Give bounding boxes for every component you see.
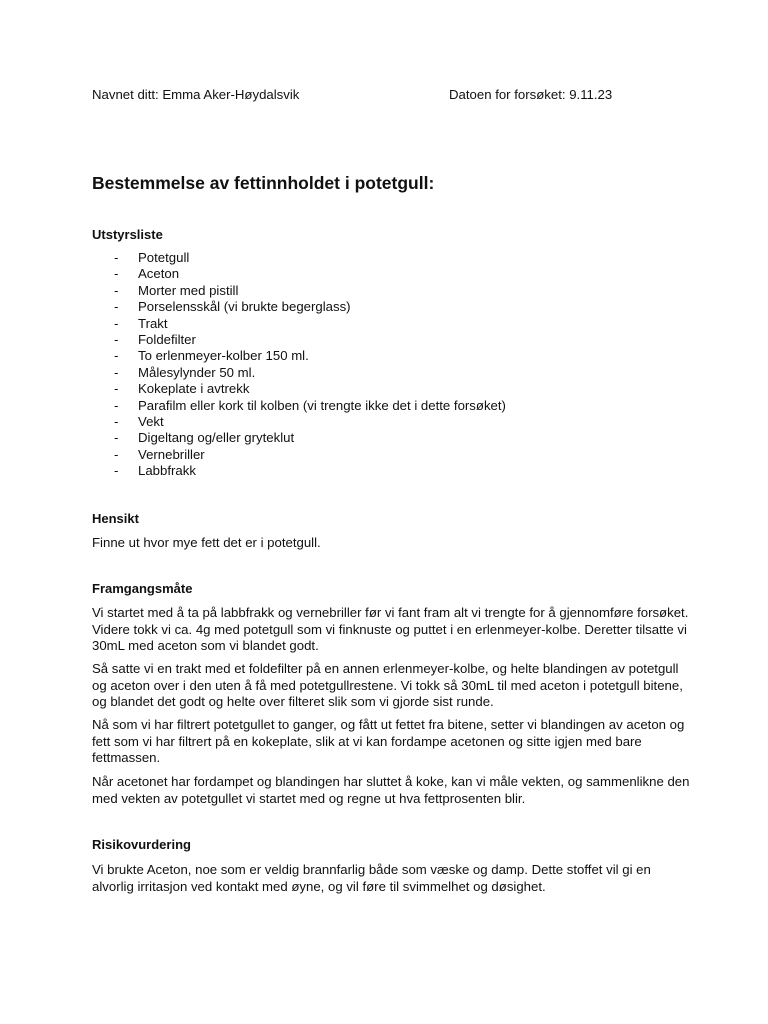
list-item-label: Morter med pistill [138,282,239,298]
page-title: Bestemmelse av fettinnholdet i potetgull: [92,173,435,193]
list-bullet: - [114,299,119,315]
risk-heading: Risikovurdering [92,837,191,852]
list-item-label: Trakt [138,315,168,331]
risk-text: Vi brukte Aceton, noe som er veldig brannfarlig både som væske og damp. Dette stoffet vil gi en alvorlig irritasjon ved kontakt med øyne, og vil føre til svimmelhet og døsighet. [92,862,651,894]
list-bullet: - [114,413,119,429]
procedure-paragraph: Så satte vi en trakt med et foldefilter på en annen erlenmeyer-kolbe, og helte blandingen av potetgull og aceton over i den uten å få med potetgullrestene. Vi tokk så 30mL til med aceton i potetgull bitene, og blandet det godt og helte over filteret slik som vi gjorde sist runde. [92,661,683,710]
list-item-label: Labbfrakk [138,463,196,479]
list-bullet: - [114,463,119,479]
list-bullet: - [114,250,119,265]
list-item [92,266,506,282]
list-item [92,365,506,381]
list-item-label: Porselensskål (vi brukte begerglass) [138,299,351,315]
list-item [92,430,506,446]
list-item [92,447,506,463]
list-bullet: - [114,446,119,462]
procedure-paragraph: Nå som vi har filtrert potetgullet to ganger, og fått ut fettet fra bitene, setter vi blandingen av aceton og fett som vi har filtrert på en kokeplate, slik at vi kan fordampe acetonen og sitte igjen med bare fettmassen. [92,717,685,766]
list-item [92,348,506,364]
list-item-label: Målesylynder 50 ml. [138,364,256,380]
list-item-label: Digeltang og/eller gryteklut [138,430,295,446]
list-item-label: Kokeplate i avtrekk [138,381,250,397]
list-item [92,299,506,315]
list-item-label: Potetgull [138,250,190,265]
experiment-date: Datoen for forsøket: 9.11.23 [449,87,613,102]
procedure-heading: Framgangsmåte [92,581,193,596]
list-item [92,463,506,479]
list-bullet: - [114,381,119,397]
list-bullet: - [114,430,119,446]
list-bullet: - [114,282,119,298]
list-bullet: - [114,397,119,413]
list-item [92,332,506,348]
list-item [92,414,506,430]
purpose-heading: Hensikt [92,511,139,526]
list-item-label: To erlenmeyer-kolber 150 ml. [138,348,309,364]
procedure-paragraph: Når acetonet har fordampet og blandingen har sluttet å koke, kan vi måle vekten, og sammenlikne den med vekten av potetgullet vi startet med og regne ut hva fettprosenten blir. [92,774,690,806]
list-item-label: Vernebriller [138,446,205,462]
list-item [92,381,506,397]
list-item-label: Vekt [138,413,164,429]
student-name: Navnet ditt: Emma Aker-Høydalsvik [92,87,300,102]
list-item-label: Foldefilter [138,331,196,347]
list-item [92,283,506,299]
list-item [92,398,506,414]
list-item [92,316,506,332]
list-item [92,250,506,266]
list-bullet: - [114,364,119,380]
equipment-heading: Utstyrsliste [92,227,163,242]
list-bullet: - [114,266,119,282]
list-item-label: Aceton [138,266,180,282]
list-item-label: Parafilm eller kork til kolben (vi trengte ikke det i dette forsøket) [138,397,506,413]
equipment-list [92,250,506,479]
list-bullet: - [114,331,119,347]
list-bullet: - [114,348,119,364]
list-bullet: - [114,315,119,331]
purpose-text: Finne ut hvor mye fett det er i potetgull. [92,535,321,550]
procedure-paragraph: Vi startet med å ta på labbfrakk og vernebriller før vi fant fram alt vi trengte for å gjennomføre forsøket. Videre tokk vi ca. 4g med potetgull som vi finknuste og puttet i en erlenmeyer-kolbe. Deretter tilsatte vi 30mL med aceton som vi blandet godt. [92,605,689,654]
